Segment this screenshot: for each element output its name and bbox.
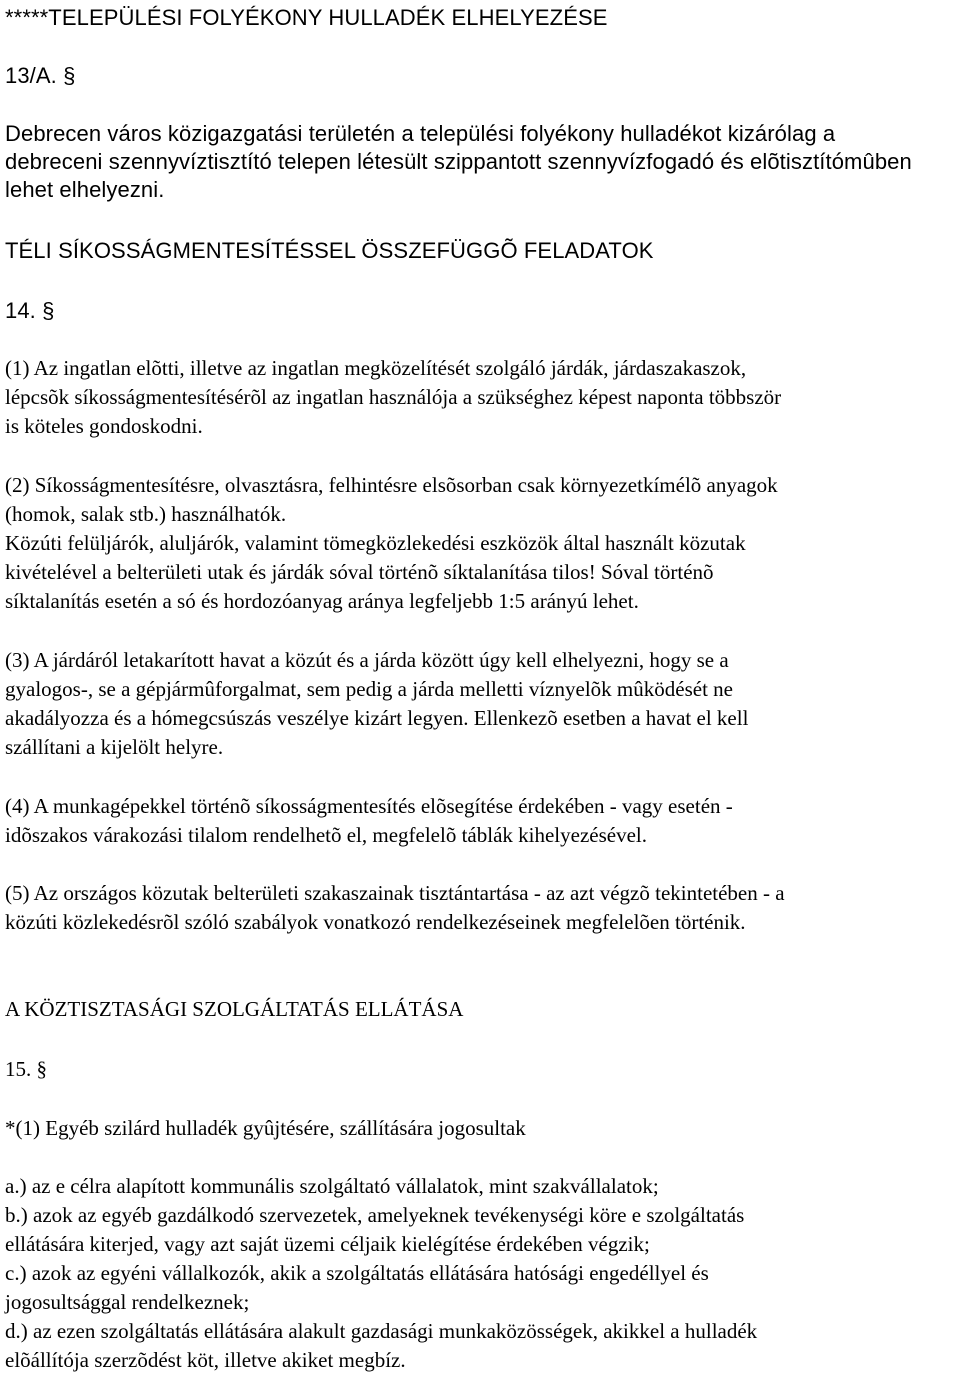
- paragraph-line: lépcsõk síkosságmentesítésérõl az ingatlan használója a szükséghez képest naponta többször: [5, 385, 782, 409]
- paragraph-5: [5, 879, 785, 937]
- section-number-text: 15. §: [5, 1057, 47, 1081]
- paragraph-line: Közúti felüljárók, aluljárók, valamint tömegközlekedési eszközök által használt közutak: [5, 531, 746, 555]
- paragraph-line: kivételével a belterületi utak és járdák sóval történõ síktalanítása tilos! Sóval történõ: [5, 560, 714, 584]
- paragraph-line: idõszakos várakozási tilalom rendelhetõ el, megfelelõ táblák kihelyezésével.: [5, 823, 647, 847]
- paragraph-line: gyalogos-, se a gépjármûforgalmat, sem pedig a járda melletti víznyelõk mûködését ne: [5, 677, 733, 701]
- heading-text: *****TELEPÜLÉSI FOLYÉKONY HULLADÉK ELHELYEZÉSE: [5, 5, 608, 30]
- paragraph-line: (4) A munkagépekkel történõ síkosságmentesítés elõsegítése érdekében - vagy esetén -: [5, 794, 733, 818]
- paragraph-line: szállítani a kijelölt helyre.: [5, 735, 224, 759]
- list-item: ellátására kiterjed, vagy azt saját üzemi céljaik kielégítése érdekében végzik;: [5, 1232, 650, 1256]
- paragraph-3: [5, 646, 748, 762]
- entitled-list: [5, 1172, 757, 1375]
- section-heading: [5, 237, 654, 265]
- section-number-text: 13/A. §: [5, 63, 76, 88]
- paragraph-line: síktalanítás esetén a só és hordozóanyag aránya legfeljebb 1:5 arányú lehet.: [5, 589, 639, 613]
- section-heading: [5, 995, 463, 1024]
- section-number: [5, 1055, 47, 1084]
- section-number: [5, 62, 75, 90]
- list-item: elõállítója szerzõdést köt, illetve akiket megbíz.: [5, 1348, 406, 1372]
- paragraph-line: (1) Az ingatlan elõtti, illetve az ingatlan megközelítését szolgáló járdák, járdaszakaszok,: [5, 356, 747, 380]
- paragraph-line: debreceni szennyvíztisztító telepen létesült szippantott szennyvízfogadó és elõtisztítómûben: [5, 149, 912, 174]
- list-item: a.) az e célra alapított kommunális szolgáltató vállalatok, mint szakvállalatok;: [5, 1174, 659, 1198]
- section-heading: [5, 4, 608, 32]
- paragraph: [5, 120, 912, 204]
- list-item: jogosultsággal rendelkeznek;: [5, 1290, 250, 1314]
- paragraph-line: (homok, salak stb.) használhatók.: [5, 502, 287, 526]
- paragraph-line: közúti közlekedésrõl szóló szabályok vonatkozó rendelkezéseinek megfelelõen történik.: [5, 910, 746, 934]
- list-item: c.) azok az egyéni vállalkozók, akik a szolgáltatás ellátására hatósági engedéllyel és: [5, 1261, 709, 1285]
- paragraph-1: [5, 1114, 526, 1143]
- paragraph-2: [5, 471, 778, 616]
- paragraph-line: Debrecen város közigazgatási területén a települési folyékony hulladékot kizárólag a: [5, 121, 836, 146]
- paragraph-line: lehet elhelyezni.: [5, 177, 165, 202]
- paragraph-line: is köteles gondoskodni.: [5, 414, 203, 438]
- heading-text: TÉLI SÍKOSSÁGMENTESÍTÉSSEL ÖSSZEFÜGGÕ FELADATOK: [5, 238, 654, 263]
- paragraph-line: (2) Síkosságmentesítésre, olvasztásra, felhintésre elsõsorban csak környezetkímélõ anyagok: [5, 473, 778, 497]
- paragraph-line: akadályozza és a hómegcsúszás veszélye kizárt legyen. Ellenkezõ esetben a havat el kell: [5, 706, 749, 730]
- paragraph-line: (3) A járdáról letakarított havat a közút és a járda között úgy kell elhelyezni, hogy se a: [5, 648, 729, 672]
- list-item: d.) az ezen szolgáltatás ellátására alakult gazdasági munkaközösségek, akikkel a hulladék: [5, 1319, 758, 1343]
- heading-text: A KÖZTISZTASÁGI SZOLGÁLTATÁS ELLÁTÁSA: [5, 997, 464, 1021]
- section-number: [5, 297, 54, 325]
- paragraph-4: [5, 792, 733, 850]
- paragraph-line: *(1) Egyéb szilárd hulladék gyûjtésére, szállítására jogosultak: [5, 1116, 526, 1140]
- paragraph-1: [5, 354, 781, 441]
- paragraph-line: (5) Az országos közutak belterületi szakaszainak tisztántartása - az azt végzõ tekintetében - a: [5, 881, 785, 905]
- section-number-text: 14. §: [5, 298, 55, 323]
- list-item: b.) azok az egyéb gazdálkodó szervezetek, amelyeknek tevékenységi köre e szolgáltatás: [5, 1203, 745, 1227]
